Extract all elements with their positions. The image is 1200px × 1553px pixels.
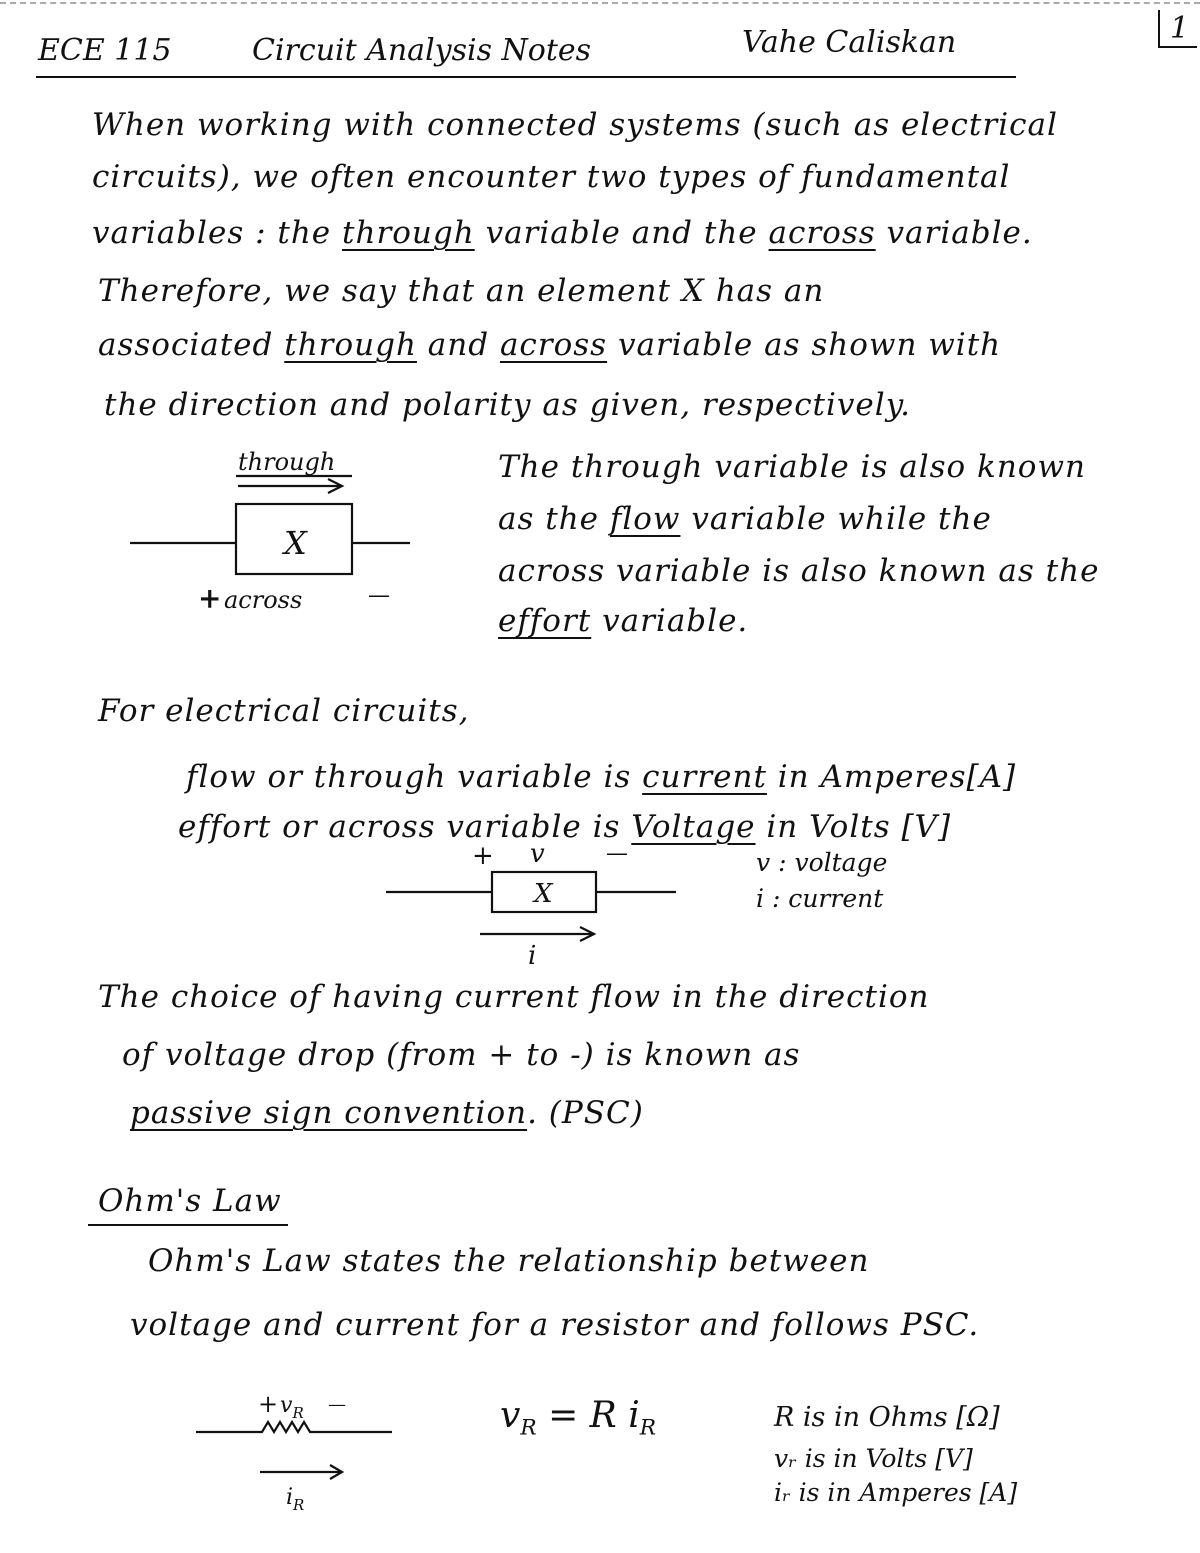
element-diagram-voltage-current [380, 838, 700, 971]
intro-line-6-c: as given, respectively. [542, 387, 911, 423]
polarity-term: polarity [401, 387, 532, 423]
equation-lhs-sub: R [520, 1415, 537, 1441]
flow-definition-a: flow or through variable is [186, 759, 632, 795]
intro-line-5-a: associated [98, 327, 274, 363]
intro-line-3 [92, 215, 1033, 251]
notes-title: Circuit Analysis Notes [252, 33, 592, 68]
unit-voltage: vᵣ is in Volts [V] [774, 1444, 973, 1473]
through-diagram-label: through [238, 448, 336, 476]
top-separator [0, 2, 1200, 4]
flow-line-4-b: variable. [602, 603, 749, 639]
legend-current: i : current [756, 884, 884, 913]
passive-sign-convention-term: passive sign convention [130, 1095, 528, 1131]
through-term-2: through [284, 327, 417, 363]
through-term: through [342, 215, 475, 251]
intro-line-2: circuits), we often encounter two types of fundamental [92, 159, 1011, 195]
ohm-line-2: voltage and current for a resistor and follows PSC. [130, 1307, 980, 1343]
flow-line-2-c: variable while the [691, 501, 992, 537]
voltage-minus-sign: — [606, 841, 628, 866]
resistor-i: i [286, 1485, 294, 1510]
effort-term: effort [498, 603, 592, 639]
current-i-label: i [528, 941, 537, 971]
across-minus-sign: — [368, 583, 390, 608]
psc-abbrev: . (PSC) [527, 1095, 644, 1131]
resistor-v: v [280, 1393, 293, 1418]
psc-line-3 [130, 1095, 644, 1131]
element-x-label-2: X [534, 879, 553, 909]
flow-term: flow [609, 501, 681, 537]
header-underline [36, 76, 1016, 78]
intro-line-5 [98, 327, 1002, 363]
equation-lhs: v [500, 1395, 521, 1436]
intro-line-5-e: variable as shown with [617, 327, 1002, 363]
across-term: across [768, 215, 876, 251]
psc-line-1: The choice of having current flow in the direction [98, 979, 930, 1015]
resistor-minus-sign: — [328, 1394, 346, 1415]
intro-line-3-c: variable and the [485, 215, 758, 251]
ohms-law-heading: Ohm's Law [98, 1183, 282, 1219]
effort-definition-a: effort or across variable is [178, 809, 621, 845]
ohms-law-equation [500, 1395, 656, 1441]
equation-rhs-sub: R [639, 1415, 656, 1441]
resistor-plus-sign: + [258, 1390, 279, 1418]
intro-line-6 [104, 387, 911, 423]
resistor-symbol [196, 1422, 392, 1432]
resistor-i-sub: R [293, 1496, 305, 1514]
voltage-v-label: v [530, 839, 545, 869]
intro-line-6-a: the direction and [104, 387, 392, 423]
element-diagram-through-across [120, 448, 420, 618]
resistor-voltage-label [280, 1393, 304, 1422]
psc-line-2: of voltage drop (from + to -) is known as [122, 1037, 801, 1073]
course-code: ECE 115 [38, 33, 172, 68]
intro-line-5-c: and [427, 327, 490, 363]
flow-line-3: across variable is also known as the [498, 553, 1100, 589]
element-x-label: X [284, 524, 307, 562]
flow-definition [186, 759, 1017, 795]
ohms-law-underline [88, 1224, 288, 1226]
flow-definition-c: in Amperes[A] [777, 759, 1017, 795]
intro-line-3-a: variables : the [92, 215, 332, 251]
resistor-v-sub: R [292, 1404, 304, 1422]
across-term-2: across [499, 327, 608, 363]
current-term: current [642, 759, 767, 795]
effort-definition-c: in Volts [V] [766, 809, 952, 845]
flow-line-4 [498, 603, 749, 639]
voltage-plus-sign: + [472, 841, 494, 871]
equation-rhs: = R i [548, 1395, 640, 1436]
across-diagram-label: across [224, 586, 303, 614]
intro-line-1: When working with connected systems (such as electrical [92, 107, 1058, 143]
author-name: Vahe Caliskan [742, 25, 957, 60]
flow-line-2 [498, 501, 992, 537]
intro-line-3-e: variable. [886, 215, 1033, 251]
across-plus-sign: + [198, 582, 222, 615]
voltage-term: Voltage [631, 809, 756, 845]
unit-current: iᵣ is in Amperes [A] [774, 1478, 1018, 1507]
intro-line-4: Therefore, we say that an element X has an [98, 273, 825, 309]
unit-resistance: R is in Ohms [Ω] [774, 1402, 1000, 1433]
resistor-diagram [192, 1386, 412, 1516]
electrical-heading: For electrical circuits, [98, 693, 470, 729]
flow-line-1: The through variable is also known [498, 449, 1086, 485]
ohm-line-1: Ohm's Law states the relationship between [148, 1243, 870, 1279]
page-number: 1 [1158, 10, 1197, 48]
legend-voltage: v : voltage [756, 848, 888, 877]
flow-line-2-a: as the [498, 501, 600, 537]
resistor-current-label [286, 1485, 304, 1514]
